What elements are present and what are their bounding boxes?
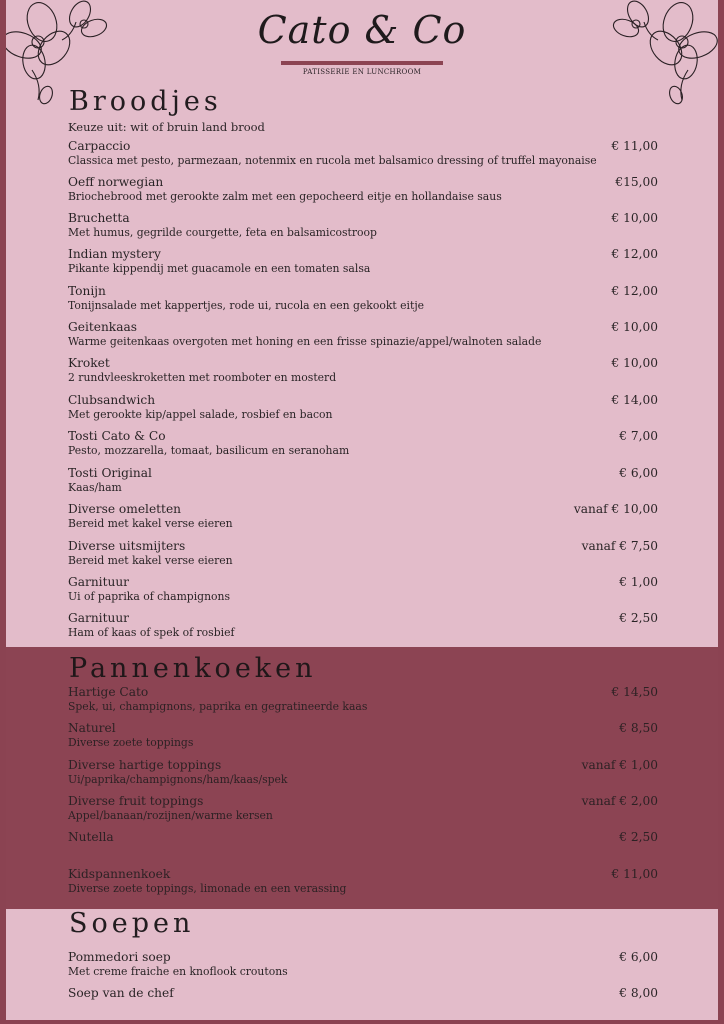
menu-item [68, 284, 668, 318]
menu-item-description: Bereid met kakel verse eieren [68, 554, 233, 567]
menu-item-name: Kroket [68, 356, 110, 370]
menu-item-price: vanaf € 2,00 [581, 794, 658, 808]
menu-item-name: Geitenkaas [68, 320, 137, 334]
menu-item-description: Briochebrood met gerookte zalm met een gepocheerd eitje en hollandaise saus [68, 190, 502, 203]
menu-item [68, 830, 668, 864]
menu-item [68, 356, 668, 390]
menu-item [68, 794, 668, 828]
menu-item-description: Warme geitenkaas overgoten met honing en een frisse spinazie/appel/walnoten salade [68, 335, 542, 348]
menu-item-price: € 14,50 [611, 685, 658, 699]
brand-underline [281, 61, 443, 65]
menu-item [68, 175, 668, 209]
menu-item-description: Pikante kippendij met guacamole en een tomaten salsa [68, 262, 371, 275]
menu-item-description: Ham of kaas of spek of rosbief [68, 626, 235, 639]
menu-item [68, 393, 668, 427]
menu-item-description: Pesto, mozzarella, tomaat, basilicum en seranoham [68, 444, 350, 457]
menu-item-name: Hartige Cato [68, 685, 149, 699]
menu-item-price: € 12,00 [611, 284, 658, 298]
menu-item-description: Ui/paprika/champignons/ham/kaas/spek [68, 773, 288, 786]
menu-item-name: Nutella [68, 830, 114, 844]
menu-item-description: Bereid met kakel verse eieren [68, 517, 233, 530]
menu-item-name: Indian mystery [68, 247, 161, 261]
menu-item [68, 247, 668, 281]
menu-item-name: Oeff norwegian [68, 175, 164, 189]
menu-item-price: € 11,00 [611, 139, 658, 153]
menu-page [6, 0, 718, 1020]
menu-item-price: vanaf € 10,00 [573, 502, 658, 516]
section-title-pannenkoeken: Pannenkoeken [69, 653, 317, 684]
section-title-broodjes: Broodjes [69, 86, 222, 117]
menu-item-price: € 6,00 [619, 466, 658, 480]
menu-item-name: Tonijn [68, 284, 106, 298]
menu-item-price: € 7,00 [619, 429, 658, 443]
menu-item [68, 539, 668, 573]
menu-item-price: € 8,50 [619, 721, 658, 735]
menu-item-description: Appel/banaan/rozijnen/warme kersen [68, 809, 273, 822]
menu-item-description: Ui of paprika of champignons [68, 590, 231, 603]
brand-tagline: PATISSERIE EN LUNCHROOM [302, 68, 422, 76]
menu-item-description: Diverse zoete toppings, limonade en een verassing [68, 882, 347, 895]
menu-item [68, 685, 668, 719]
menu-item [68, 867, 668, 901]
menu-item-description: Spek, ui, champignons, paprika en gegratineerde kaas [68, 700, 368, 713]
section-title-soepen: Soepen [69, 908, 195, 939]
menu-item-description: Met gerookte kip/appel salade, rosbief en bacon [68, 408, 333, 421]
menu-item [68, 466, 668, 500]
menu-item-price: €15,00 [615, 175, 658, 189]
menu-item-name: Tosti Original [68, 466, 152, 480]
menu-item-price: € 2,50 [619, 611, 658, 625]
menu-item-name: Soep van de chef [68, 986, 174, 1000]
menu-item-description: Diverse zoete toppings [68, 736, 194, 749]
menu-item-price: € 6,00 [619, 950, 658, 964]
menu-item-name: Diverse omeletten [68, 502, 182, 516]
menu-header [6, 0, 718, 90]
menu-item-description: Met humus, gegrilde courgette, feta en balsamicostroop [68, 226, 377, 239]
menu-item-name: Bruchetta [68, 211, 130, 225]
menu-item-name: Pommedori soep [68, 950, 171, 964]
menu-item-name: Diverse fruit toppings [68, 794, 204, 808]
menu-item-name: Kidspannenkoek [68, 867, 171, 881]
menu-item-price: € 10,00 [611, 356, 658, 370]
menu-item [68, 139, 668, 173]
menu-item-name: Garnituur [68, 611, 129, 625]
menu-item-name: Clubsandwich [68, 393, 156, 407]
menu-item-price: € 8,00 [619, 986, 658, 1000]
menu-item-price: € 1,00 [619, 575, 658, 589]
menu-item-name: Naturel [68, 721, 116, 735]
menu-item [68, 211, 668, 245]
menu-item [68, 502, 668, 536]
section-subtitle-broodjes: Keuze uit: wit of bruin land brood [68, 120, 265, 134]
menu-item-name: Garnituur [68, 575, 129, 589]
menu-item-description: Tonijnsalade met kappertjes, rode ui, rucola en een gekookt eitje [68, 299, 425, 312]
menu-item-price: € 11,00 [611, 867, 658, 881]
menu-item-price: € 10,00 [611, 211, 658, 225]
menu-item [68, 429, 668, 463]
menu-item-price: € 12,00 [611, 247, 658, 261]
menu-item [68, 575, 668, 609]
menu-item-description: 2 rundvleeskroketten met roomboter en mosterd [68, 371, 337, 384]
menu-item-price: vanaf € 7,50 [581, 539, 658, 553]
menu-item-price: vanaf € 1,00 [581, 758, 658, 772]
menu-item-price: € 14,00 [611, 393, 658, 407]
brand-logo: Cato & Co [257, 8, 467, 52]
menu-item [68, 320, 668, 354]
menu-item-description: Classica met pesto, parmezaan, notenmix en rucola met balsamico dressing of truffel mayonaise [68, 154, 597, 167]
menu-item-name: Diverse hartige toppings [68, 758, 222, 772]
menu-item-price: € 2,50 [619, 830, 658, 844]
menu-item-name: Carpaccio [68, 139, 131, 153]
menu-item [68, 950, 668, 984]
menu-item-name: Tosti Cato & Co [68, 429, 166, 443]
menu-item-description: Kaas/ham [68, 481, 122, 494]
menu-item [68, 758, 668, 792]
menu-item-description: Met creme fraiche en knoflook croutons [68, 965, 288, 978]
menu-item-price: € 10,00 [611, 320, 658, 334]
menu-item [68, 721, 668, 755]
menu-item-name: Diverse uitsmijters [68, 539, 186, 553]
menu-item [68, 986, 668, 1020]
menu-item [68, 611, 668, 645]
